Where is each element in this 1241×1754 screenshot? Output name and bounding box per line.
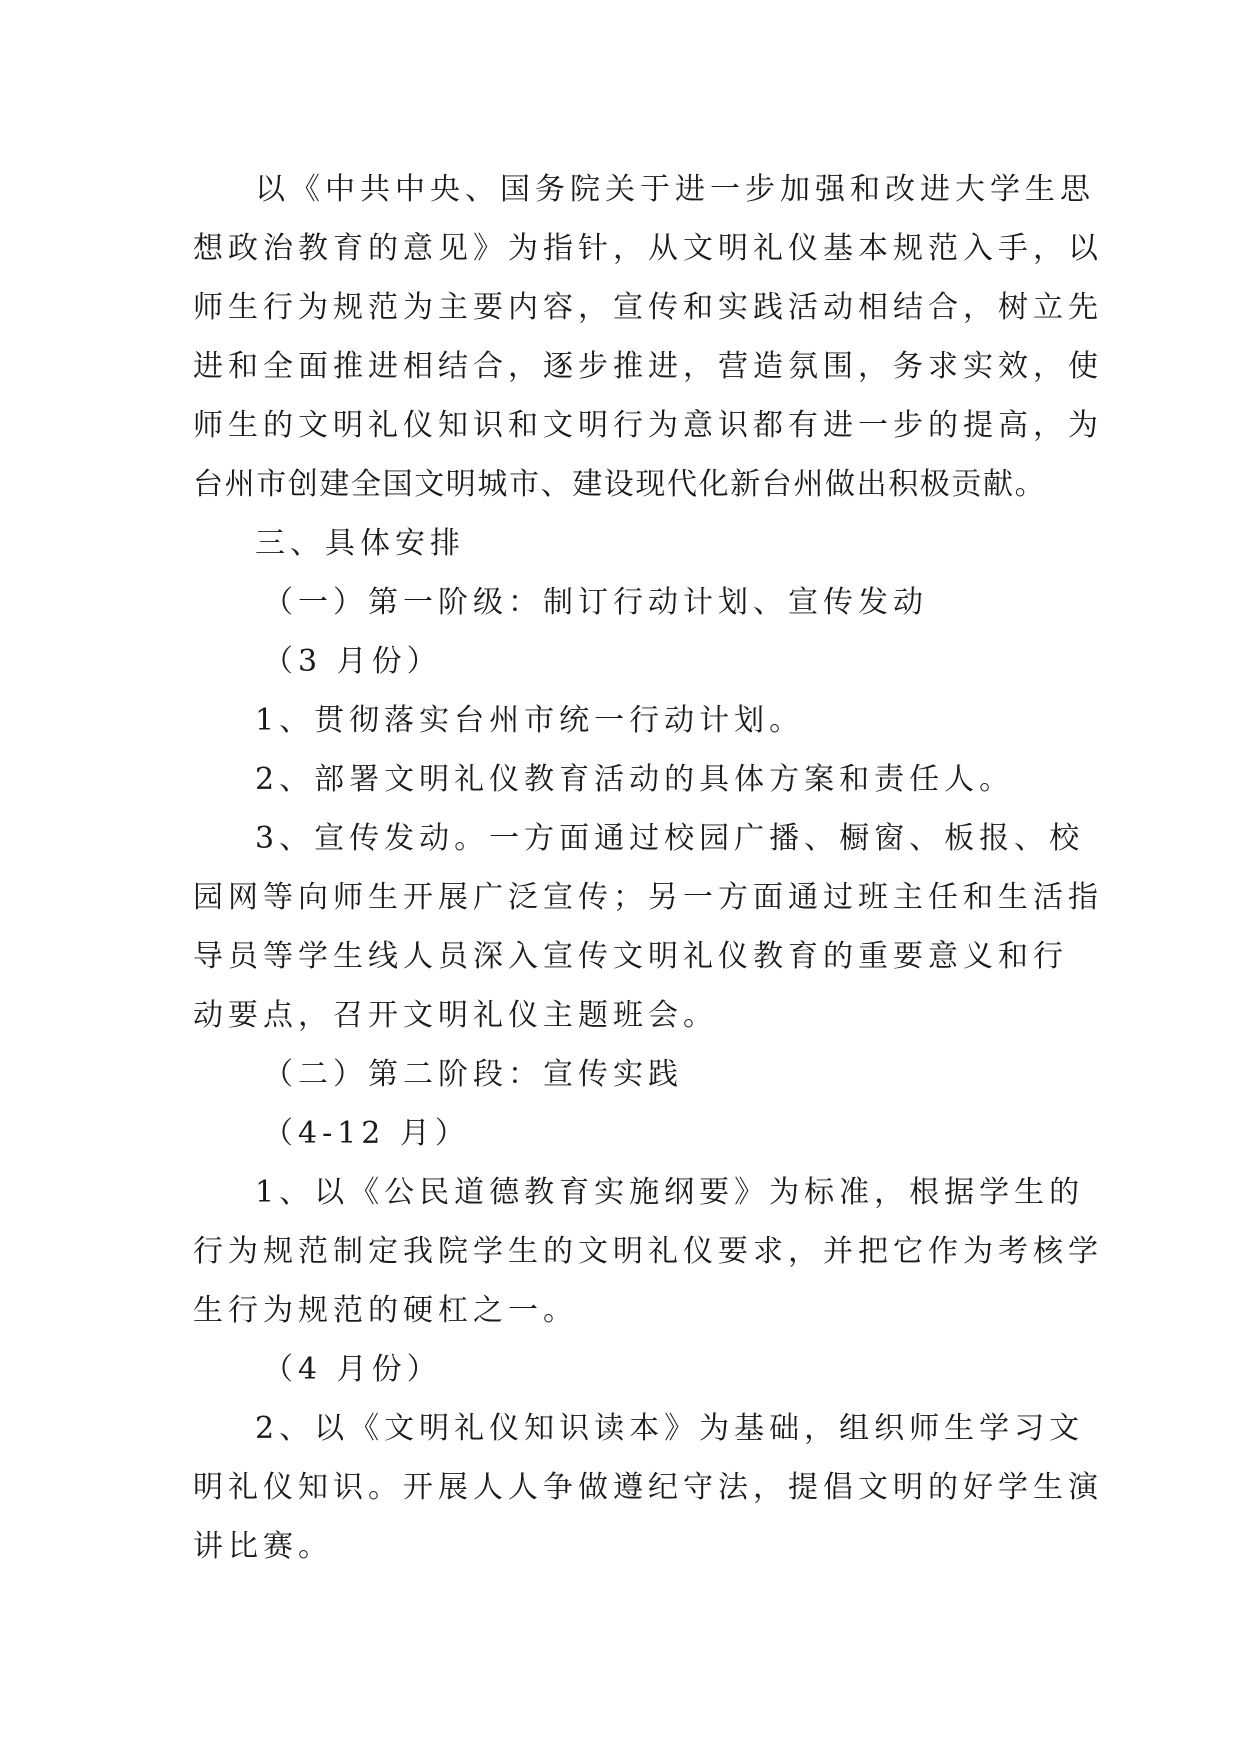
list-item: 2、部署文明礼仪教育活动的具体方案和责任人。 bbox=[255, 762, 1015, 797]
paragraph-line: 动要点，召开文明礼仪主题班会。 bbox=[193, 998, 718, 1033]
paragraph-line: 师生的文明礼仪知识和文明行为意识都有进一步的提高，为 bbox=[193, 408, 1103, 443]
paragraph-line: 行为规范制定我院学生的文明礼仪要求，并把它作为考核学 bbox=[193, 1234, 1103, 1269]
section-heading: 三、具体安排 bbox=[255, 526, 465, 561]
paragraph-line: 台州市创建全国文明城市、建设现代化新台州做出积极贡献。 bbox=[193, 467, 1047, 502]
list-item: 3、宣传发动。一方面通过校园广播、橱窗、板报、校 bbox=[255, 821, 1085, 856]
paragraph-line: 明礼仪知识。开展人人争做遵纪守法，提倡文明的好学生演 bbox=[193, 1470, 1103, 1505]
paragraph-line: 师生行为规范为主要内容，宣传和实践活动相结合，树立先 bbox=[193, 290, 1103, 325]
paragraph-line: 导员等学生线人员深入宣传文明礼仪教育的重要意义和行 bbox=[193, 939, 1068, 974]
paragraph-line: 园网等向师生开展广泛宣传；另一方面通过班主任和生活指 bbox=[193, 880, 1103, 915]
document-body bbox=[193, 160, 1103, 1576]
list-item: 1、以《公民道德教育实施纲要》为标准，根据学生的 bbox=[255, 1175, 1085, 1210]
paragraph-line: 生行为规范的硬杠之一。 bbox=[193, 1293, 578, 1328]
paragraph-line: 以《中共中央、国务院关于进一步加强和改进大学生思 bbox=[255, 172, 1095, 207]
date-note: （3 月份） bbox=[263, 644, 442, 679]
subsection-heading: （二）第二阶段：宣传实践 bbox=[263, 1057, 683, 1092]
list-item: 2、以《文明礼仪知识读本》为基础，组织师生学习文 bbox=[255, 1411, 1085, 1446]
list-item: 1、贯彻落实台州市统一行动计划。 bbox=[255, 703, 805, 738]
subsection-heading: （一）第一阶级：制订行动计划、宣传发动 bbox=[263, 585, 928, 620]
date-note: （4 月份） bbox=[263, 1352, 442, 1387]
paragraph-line: 讲比赛。 bbox=[193, 1529, 333, 1564]
paragraph-line: 想政治教育的意见》为指针，从文明礼仪基本规范入手，以 bbox=[193, 231, 1103, 266]
date-note: （4-12 月） bbox=[263, 1116, 470, 1151]
paragraph-line: 进和全面推进相结合，逐步推进，营造氛围，务求实效，使 bbox=[193, 349, 1103, 384]
